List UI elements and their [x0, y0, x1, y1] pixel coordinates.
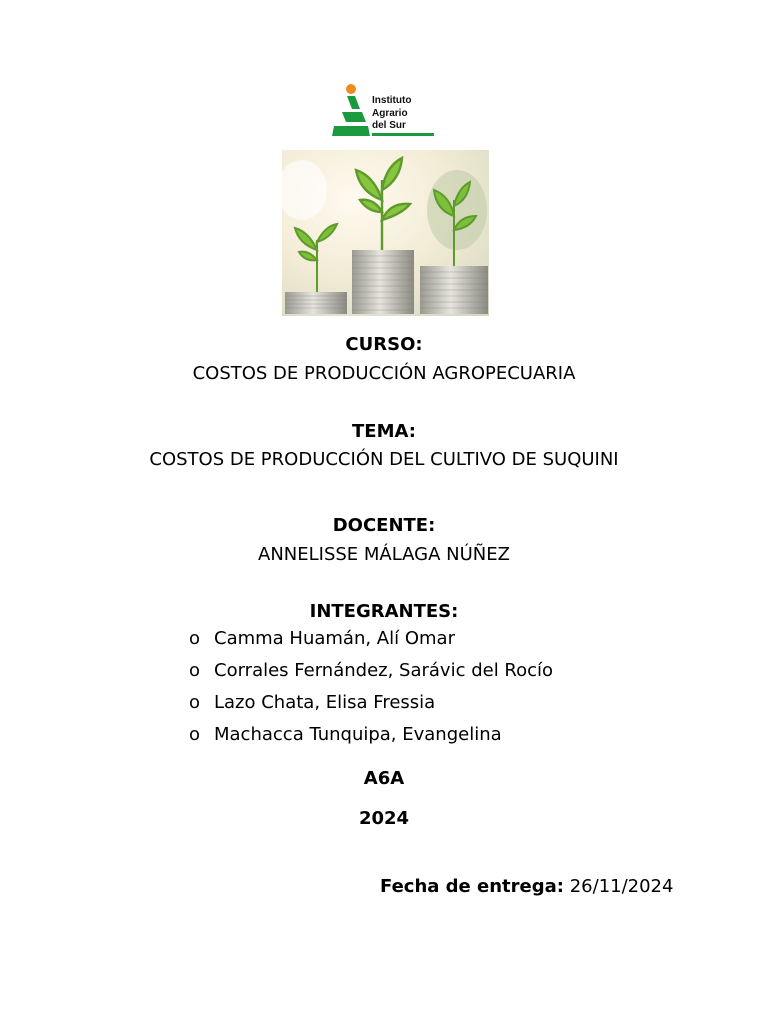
members-label: INTEGRANTES: [309, 601, 459, 622]
year: 2024 [358, 808, 410, 829]
plants-on-coins-image [282, 150, 489, 316]
list-item [189, 659, 553, 691]
coin-stack-tall [352, 250, 414, 314]
member-name: Machacca Tunquipa, Evangelina [214, 724, 502, 745]
list-item [189, 691, 553, 723]
course-label: CURSO: [345, 334, 423, 355]
members-list [189, 627, 553, 755]
bullet: o [189, 692, 201, 713]
bullet: o [189, 660, 201, 681]
topic-value: COSTOS DE PRODUCCIÓN DEL CULTIVO DE SUQUINI [149, 449, 619, 470]
coin-stack-medium [420, 266, 488, 314]
logo-text-line: Agrario [372, 107, 408, 119]
member-name: Corrales Fernández, Sarávic del Rocío [214, 660, 554, 681]
logo-text [372, 95, 411, 133]
institute-logo [332, 82, 436, 140]
member-name: Lazo Chata, Elisa Fressia [214, 692, 436, 713]
delivery-date-label: Fecha de entrega: [380, 876, 564, 897]
member-name: Camma Huamán, Alí Omar [214, 628, 455, 649]
section-code: A6A [363, 768, 405, 789]
teacher-label: DOCENTE: [332, 515, 436, 536]
list-item [189, 627, 553, 659]
coin-stack-small [285, 292, 347, 314]
delivery-date [380, 876, 673, 898]
logo-text-line: Instituto [372, 95, 412, 106]
logo-text-line: del Sur [372, 120, 406, 131]
delivery-date-value: 26/11/2024 [569, 876, 674, 897]
bullet: o [189, 724, 201, 745]
teacher-value: ANNELISSE MÁLAGA NÚÑEZ [258, 544, 510, 565]
list-item [189, 723, 553, 755]
bullet: o [189, 628, 201, 649]
topic-label: TEMA: [352, 421, 416, 442]
course-value: COSTOS DE PRODUCCIÓN AGROPECUARIA [192, 363, 576, 384]
